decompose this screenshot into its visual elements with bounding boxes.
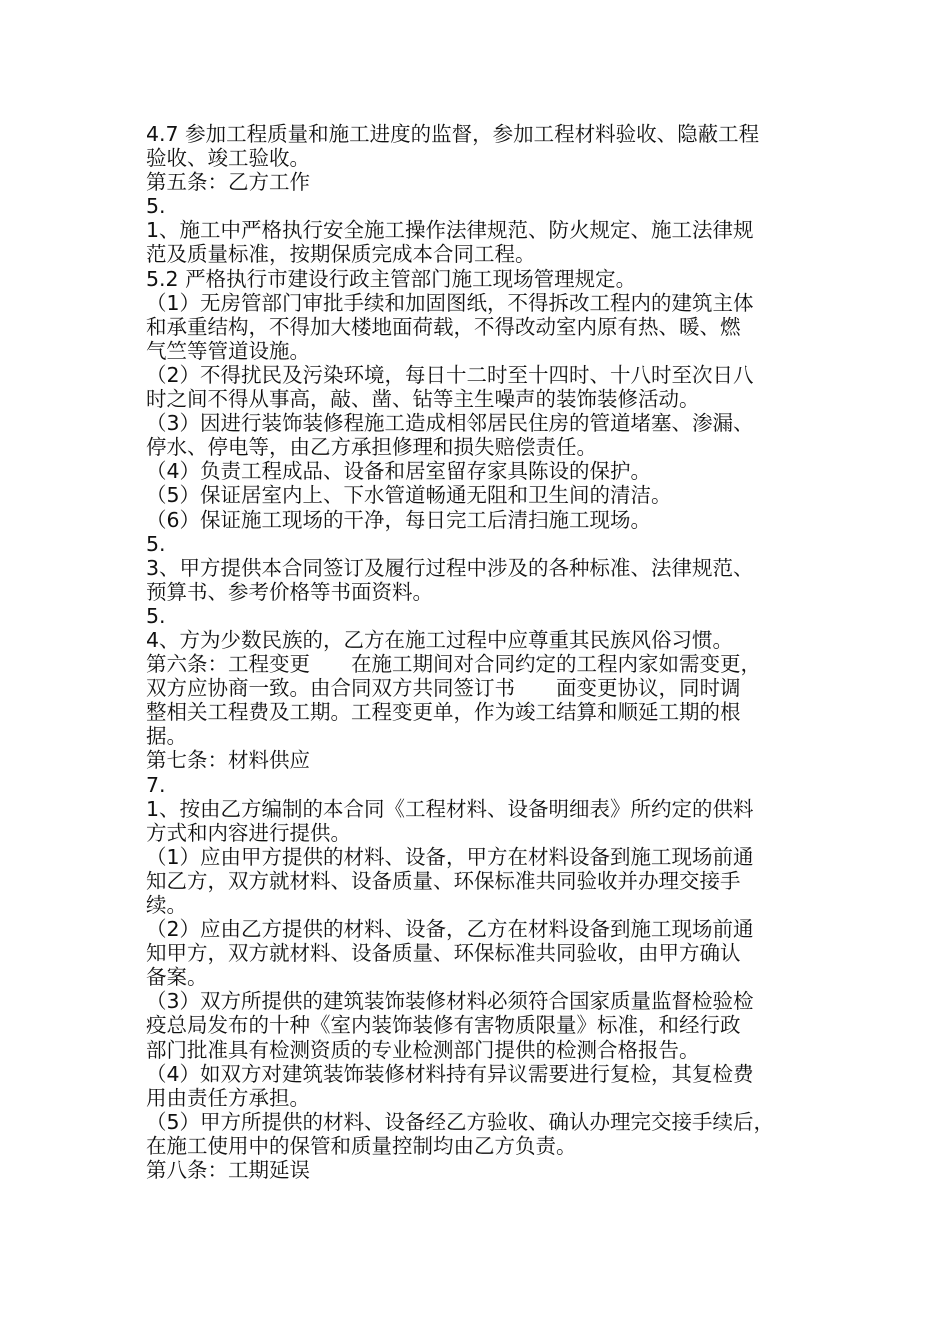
text-line: 范及质量标准，按期保质完成本合同工程。 <box>146 242 536 267</box>
text-line: 5.2 严格执行市建设行政主管部门施工现场管理规定。 <box>146 266 637 291</box>
text-line: 停水、停电等，由乙方承担修理和损失赔偿责任。 <box>146 435 597 460</box>
text-line: 时之间不得从事高，敲、凿、钻等主生噪声的装饰装修活动。 <box>146 387 700 412</box>
text-line: 1、按由乙方编制的本合同《工程材料、设备明细表》所约定的供料 <box>146 796 754 821</box>
text-line: 4、方为少数民族的，乙方在施工过程中应尊重其民族风俗习惯。 <box>146 627 734 652</box>
text-line: 3、甲方提供本合同签订及履行过程中涉及的各种标准、法律规范、 <box>146 555 754 580</box>
text-line: 备案。 <box>146 965 208 990</box>
text-line: （6）保证施工现场的干净，每日完工后清扫施工现场。 <box>146 507 652 532</box>
document-body <box>146 122 822 1182</box>
text-line: （3）双方所提供的建筑装饰装修材料必须符合国家质量监督检验检 <box>146 989 754 1014</box>
text-line: 知乙方，双方就材料、设备质量、环保标准共同验收并办理交接手 <box>146 868 741 893</box>
text-line: 气竺等管道设施。 <box>146 338 310 363</box>
text-line: （3）因进行装饰装修程施工造成相邻居民住房的管道堵塞、渗漏、 <box>146 411 754 436</box>
text-line: 知甲方，双方就材料、设备质量、环保标准共同验收，由甲方确认 <box>146 941 741 966</box>
text-line: （4）负责工程成品、设备和居室留存家具陈设的保护。 <box>146 459 652 484</box>
text-line: （5）保证居室内上、下水管道畅通无阻和卫生间的清洁。 <box>146 483 672 508</box>
section-heading: 第五条：乙方工作 <box>146 170 310 195</box>
text-line: 7. <box>146 772 166 797</box>
text-line: 验收、竣工验收。 <box>146 146 310 171</box>
text-line: 和承重结构，不得加大楼地面荷载，不得改动室内原有热、暖、燃 <box>146 314 741 339</box>
text-line: （2）不得扰民及污染环境，每日十二时至十四时、十八时至次日八 <box>146 362 754 387</box>
text-line: 双方应协商一致。由合同双方共同签订书 面变更协议，同时调 <box>146 676 741 701</box>
text-line: 4.7 参加工程质量和施工进度的监督，参加工程材料验收、隐蔽工程 <box>146 122 760 146</box>
section-heading: 第八条：工期延误 <box>146 1158 310 1183</box>
text-line: 5. <box>146 194 166 219</box>
text-line: （5）甲方所提供的材料、设备经乙方验收、确认办理完交接手续后， <box>146 1109 775 1134</box>
text-line: （2）应由乙方提供的材料、设备，乙方在材料设备到施工现场前通 <box>146 917 754 942</box>
text-line: 5. <box>146 603 166 628</box>
section-heading: 第六条：工程变更 在施工期间对合同约定的工程内家如需变更， <box>146 652 761 677</box>
text-line: 预算书、参考价格等书面资料。 <box>146 579 433 604</box>
text-line: 续。 <box>146 893 187 917</box>
text-line: 据。 <box>146 724 187 749</box>
text-line: 整相关工程费及工期。工程变更单，作为竣工结算和顺延工期的根 <box>146 700 741 725</box>
text-line: （4）如双方对建筑装饰装修材料持有异议需要进行复检，其复检费 <box>146 1061 754 1086</box>
text-line: 方式和内容进行提供。 <box>146 820 351 845</box>
text-line: 在施工使用中的保管和质量控制均由乙方负责。 <box>146 1133 577 1158</box>
text-line: （1）无房管部门审批手续和加固图纸，不得拆改工程内的建筑主体 <box>146 290 754 315</box>
text-line: 部门批准具有检测资质的专业检测部门提供的检测合格报告。 <box>146 1037 700 1062</box>
text-line: 5. <box>146 531 166 556</box>
text-line: （1）应由甲方提供的材料、设备，甲方在材料设备到施工现场前通 <box>146 844 754 869</box>
section-heading: 第七条：材料供应 <box>146 748 310 773</box>
text-line: 用由责任方承担。 <box>146 1085 310 1110</box>
text-line: 1、施工中严格执行安全施工操作法律规范、防火规定、施工法律规 <box>146 218 754 243</box>
text-line: 疫总局发布的十种《室内装饰装修有害物质限量》标准，和经行政 <box>146 1013 741 1038</box>
